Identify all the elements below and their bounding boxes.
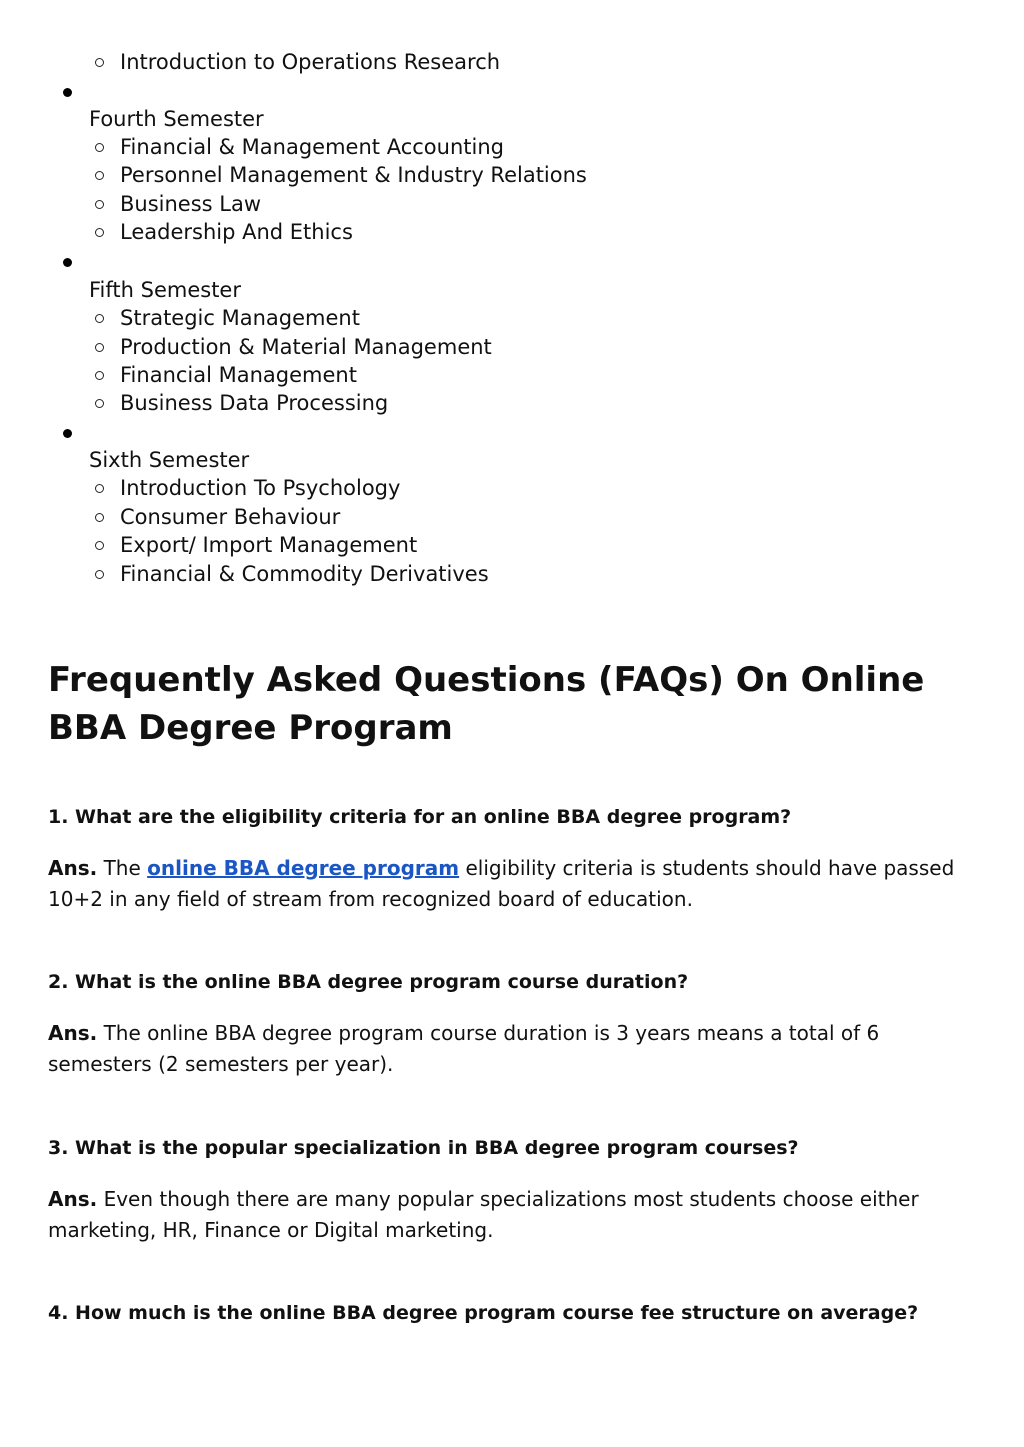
list-item: Personnel Management & Industry Relations bbox=[120, 163, 587, 187]
faq-question: 3. What is the popular specialization in BBA degree program courses? bbox=[48, 1137, 799, 1159]
list-item: Introduction To Psychology bbox=[120, 476, 401, 500]
answer-text: Even though there are many popular specializations most students choose either marketing, HR, Finance or Digital marketing. bbox=[48, 1187, 919, 1242]
answer-label: Ans. bbox=[48, 1021, 98, 1045]
list-item: Consumer Behaviour bbox=[120, 505, 341, 529]
faq-answer bbox=[48, 1018, 973, 1080]
bullet-disc-icon bbox=[63, 258, 72, 267]
list-item: Financial & Commodity Derivatives bbox=[120, 562, 489, 586]
list-item: Introduction to Operations Research bbox=[120, 50, 501, 74]
faq-question: 1. What are the eligibility criteria for an online BBA degree program? bbox=[48, 806, 792, 828]
faq-answer bbox=[48, 1184, 973, 1246]
answer-text: eligibility criteria is students should have passed 10+2 in any field of stream from recognized board of education. bbox=[48, 856, 955, 911]
semester-heading: Fifth Semester bbox=[89, 278, 241, 302]
list-item: Strategic Management bbox=[120, 306, 360, 330]
faq-question: 4. How much is the online BBA degree program course fee structure on average? bbox=[48, 1302, 919, 1324]
list-item: Export/ Import Management bbox=[120, 533, 418, 557]
answer-text: The online BBA degree program course duration is 3 years means a total of 6 semesters (2 semesters per year). bbox=[48, 1021, 880, 1076]
list-item: Business Law bbox=[120, 192, 262, 216]
answer-label: Ans. bbox=[48, 856, 98, 880]
faq-question: 2. What is the online BBA degree program course duration? bbox=[48, 971, 689, 993]
bullet-disc-icon bbox=[63, 429, 72, 438]
semester-heading: Fourth Semester bbox=[89, 107, 264, 131]
faq-answer bbox=[48, 853, 973, 915]
faq-heading: Frequently Asked Questions (FAQs) On Online BBA Degree Program bbox=[48, 660, 925, 748]
answer-text: The bbox=[103, 856, 141, 880]
list-item: Leadership And Ethics bbox=[120, 220, 353, 244]
online-bba-program-link[interactable]: online BBA degree program bbox=[147, 856, 460, 880]
list-item: Production & Material Management bbox=[120, 335, 492, 359]
list-item: Business Data Processing bbox=[120, 391, 389, 415]
answer-label: Ans. bbox=[48, 1187, 98, 1211]
semester-heading: Sixth Semester bbox=[89, 448, 250, 472]
list-item: Financial & Management Accounting bbox=[120, 135, 504, 159]
list-item: Financial Management bbox=[120, 363, 357, 387]
bullet-disc-icon bbox=[63, 88, 72, 97]
